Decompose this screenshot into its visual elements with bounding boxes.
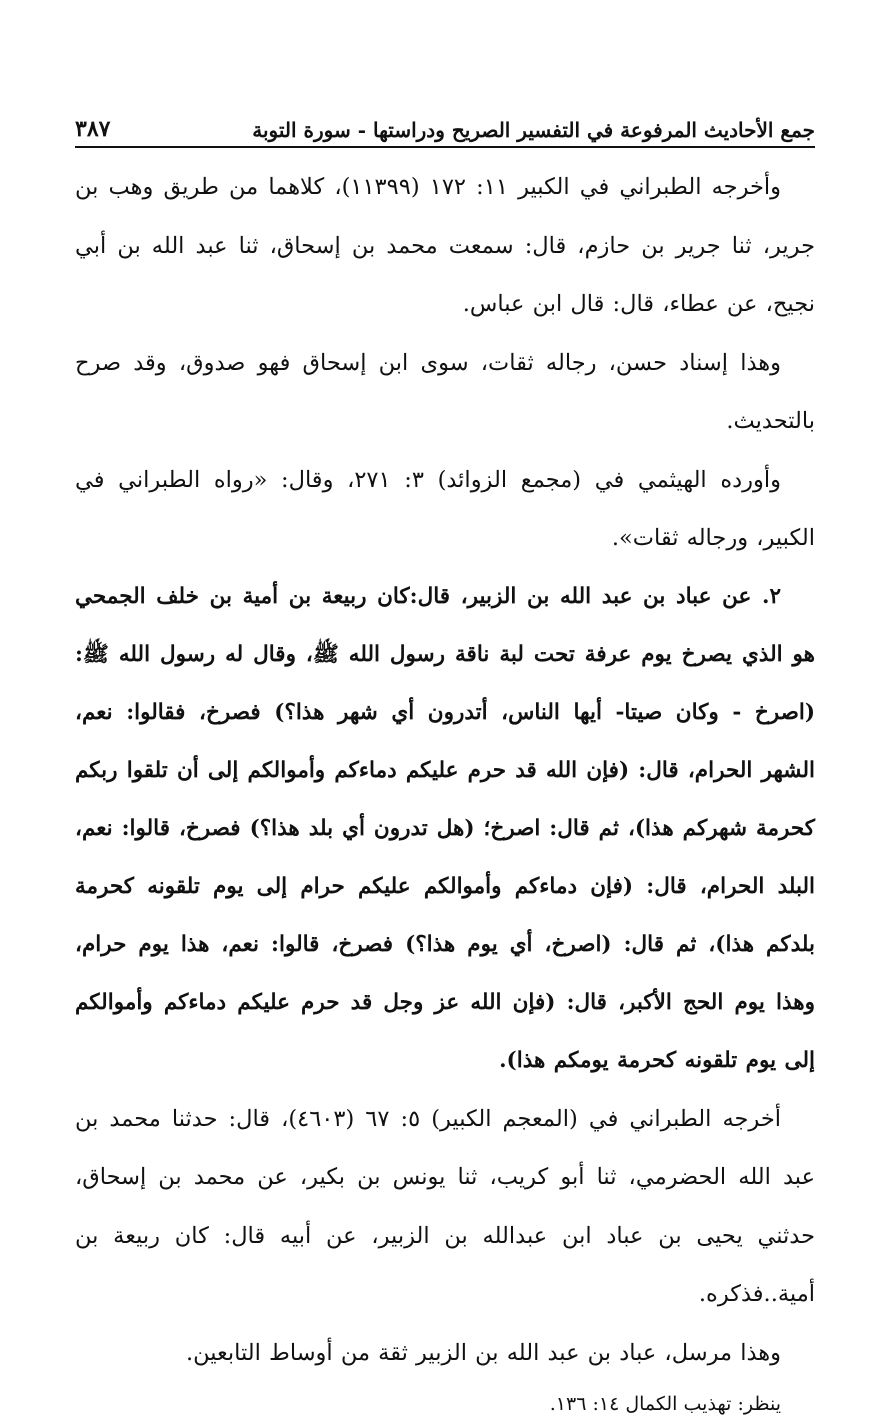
paragraph-haythami: وأورده الهيثمي في (مجمع الزوائد) ٣: ٢٧١، وقال: «رواه الطبراني في الكبير، ورجاله ثقات». [75,466,815,551]
paragraph-hadith-2: ٢. عن عباد بن عبد الله بن الزبير، قال:كان ربيعة بن أمية بن خلف الجمحي هو الذي يصرخ يوم عرفة تحت لبة ناقة رسول الله ﷺ، وقال له رسول الله ﷺ: (اصرخ - وكان صيتا- أيها الناس، أتدرون أي شهر هذا؟) فصرخ، فقالوا: نعم، الشهر الحرام، قال: (فإن الله قد حرم عليكم دماءكم وأموالكم إلى أن تلقوا ربكم كحرمة شهركم هذا)، ثم قال: اصرخ؛ (هل تدرون أي بلد هذا؟) فصرخ، قالوا: نعم، البلد الحرام، قال: (فإن دماءكم وأموالكم عليكم حرام إلى يوم تلقونه كحرمة بلدكم هذا)، ثم قال: (اصرخ، أي يوم هذا؟) فصرخ، قالوا: نعم، هذا يوم حرام، وهذا يوم الحج الأكبر، قال: (فإن الله عز وجل قد حرم عليكم دماءكم وأموالكم إلى يوم تلقونه كحرمة يومكم هذا). [75,583,815,1073]
paragraph-mursal-grading: وهذا مرسل، عباد بن عبد الله بن الزبير ثقة من أوساط التابعين. [185,1339,781,1366]
paragraph-takhrij-tabarani: وأخرجه الطبراني في الكبير ١١: ١٧٢ (١١٣٩٩)، كلاهما من طريق وهب بن جرير، ثنا جرير بن حازم، قال: سمعت محمد بن إسحاق، ثنا عبد الله بن أبي نجيح، عن عطاء، قال: قال ابن عباس. [75,174,815,317]
footnote: ينظر: تهذيب الكمال ١٤: ١٣٦. [549,1393,781,1415]
page-body [75,158,815,1422]
running-header [75,108,815,148]
page-number: ٣٨٧ [75,116,111,142]
paragraph-takhrij-mujam: أخرجه الطبراني في (المعجم الكبير) ٥: ٦٧ (٤٦٠٣)، قال: حدثنا محمد بن عبد الله الحضرمي، ثنا أبو كريب، ثنا يونس بن بكير، عن محمد بن إسحاق، حدثني يحيى بن عباد ابن عبدالله بن الزبير، عن أبيه قال: كان ربيعة بن أمية..فذكره. [75,1105,815,1307]
header-title: جمع الأحاديث المرفوعة في التفسير الصريح ودراستها - سورة التوبة [252,118,815,142]
paragraph-isnad-grading: وهذا إسناد حسن، رجاله ثقات، سوى ابن إسحاق فهو صدوق، وقد صرح بالتحديث. [75,349,815,434]
